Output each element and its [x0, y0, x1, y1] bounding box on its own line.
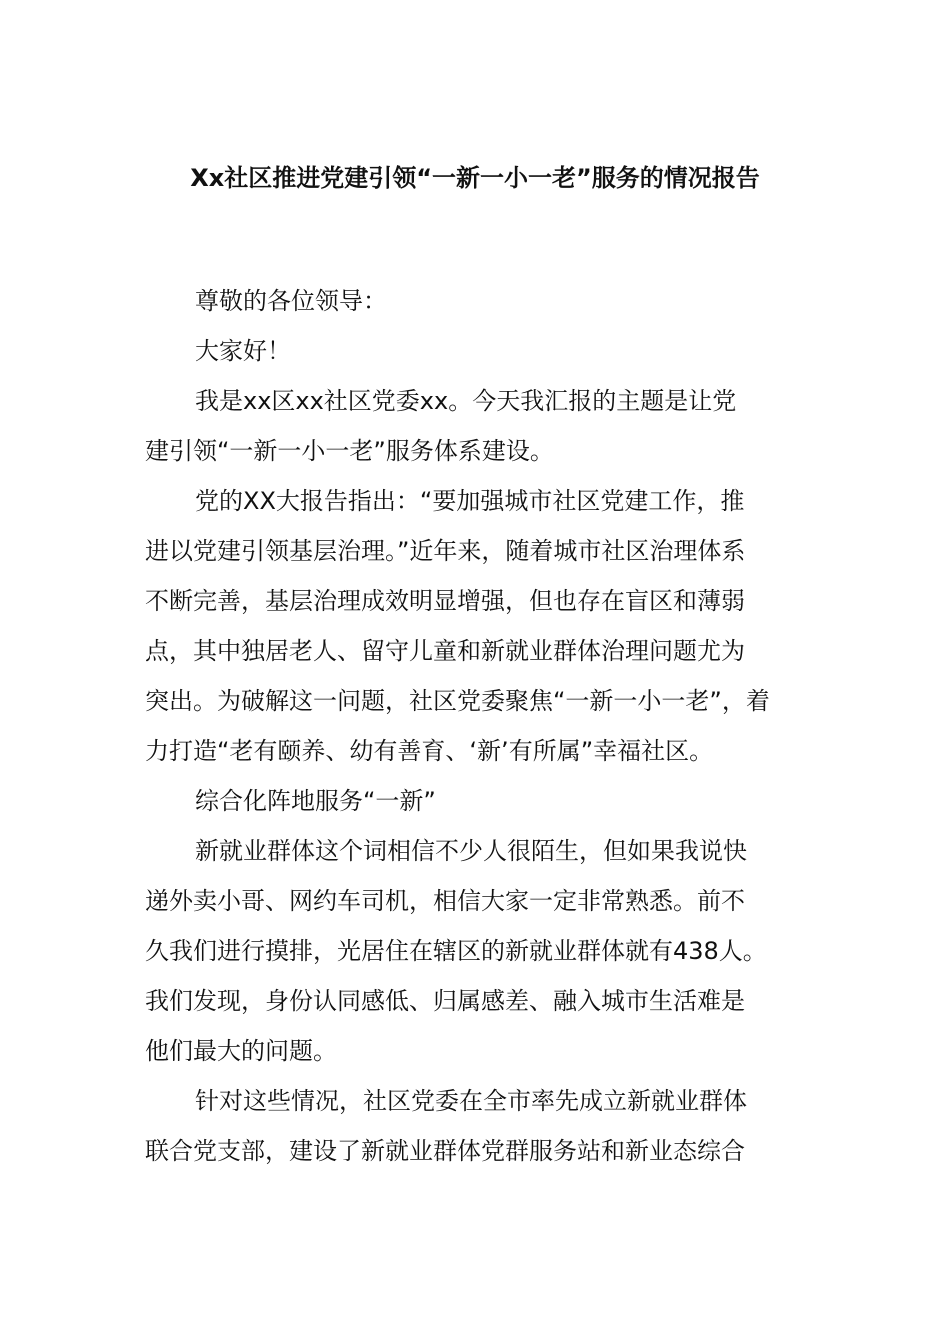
paragraph-line: 我们发现，身份认同感低、归属感差、融入城市生活难是	[145, 987, 745, 1015]
paragraph-line: 突出。为破解这一问题，社区党委聚焦“一新一小一老”，着	[145, 687, 770, 715]
paragraph-line: 久我们进行摸排，光居住在辖区的新就业群体就有438人。	[145, 937, 767, 965]
document-title: Xx社区推进党建引领“一新一小一老”服务的情况报告	[190, 164, 760, 192]
paragraph-line: 不断完善，基层治理成效明显增强，但也存在盲区和薄弱	[145, 587, 745, 615]
paragraph-salutation	[145, 276, 807, 326]
paragraph-line: 尊敬的各位领导：	[195, 287, 387, 315]
paragraph-line: 建引领“一新一小一老”服务体系建设。	[145, 437, 554, 465]
paragraph-greeting	[145, 326, 807, 376]
paragraph-line: 综合化阵地服务“一新”	[195, 787, 436, 815]
paragraph-line: 新就业群体这个词相信不少人很陌生，但如果我说快	[195, 837, 747, 865]
paragraph-intro	[145, 376, 807, 476]
section-heading	[145, 776, 807, 826]
paragraph-line: 联合党支部，建设了新就业群体党群服务站和新业态综合	[145, 1137, 745, 1165]
paragraph-line: 进以党建引领基层治理。”近年来，随着城市社区治理体系	[145, 537, 746, 565]
paragraph-line: 点，其中独居老人、留守儿童和新就业群体治理问题尤为	[145, 637, 745, 665]
document-body	[145, 276, 807, 1176]
paragraph-line: 递外卖小哥、网约车司机，相信大家一定非常熟悉。前不	[145, 887, 745, 915]
paragraph-line: 力打造“老有颐养、幼有善育、‘新’有所属”幸福社区。	[145, 737, 714, 765]
paragraph-background	[145, 476, 807, 776]
paragraph-measures	[145, 1076, 807, 1176]
paragraph-new-employment	[145, 826, 807, 1076]
paragraph-line: 他们最大的问题。	[145, 1037, 337, 1065]
paragraph-line: 针对这些情况，社区党委在全市率先成立新就业群体	[195, 1087, 747, 1115]
paragraph-line: 我是xx区xx社区党委xx。今天我汇报的主题是让党	[195, 387, 737, 415]
paragraph-line: 党的XX大报告指出：“要加强城市社区党建工作，推	[195, 487, 745, 515]
paragraph-line: 大家好！	[195, 337, 291, 365]
